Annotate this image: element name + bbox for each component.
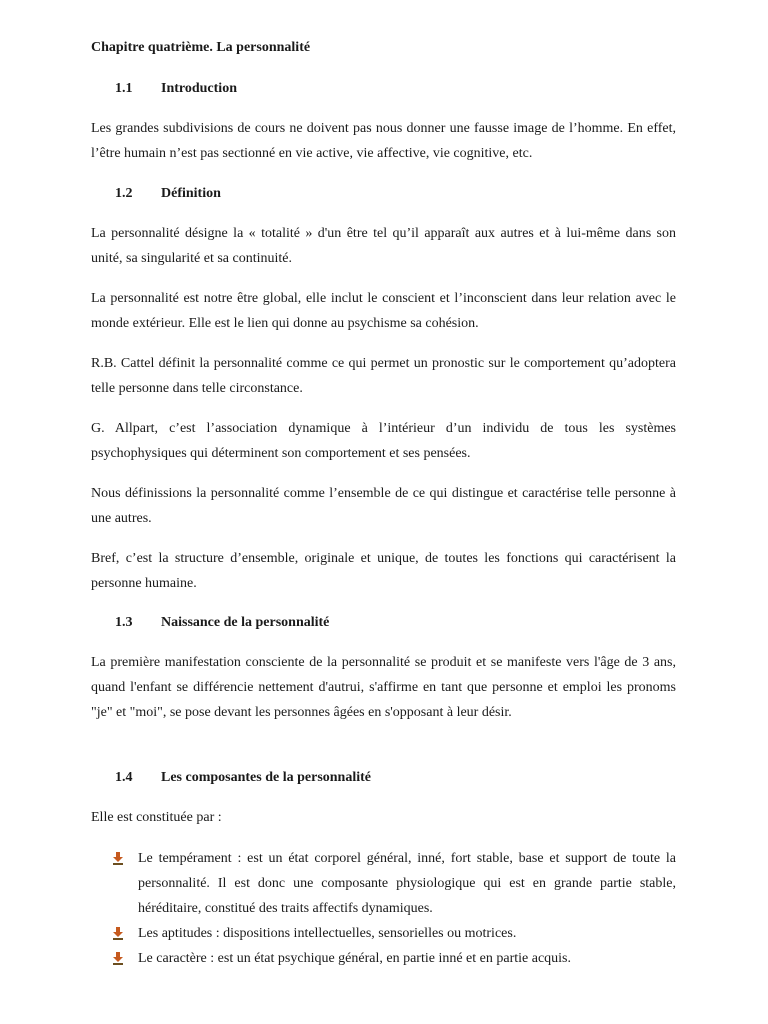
bullet-text: Les aptitudes : dispositions intellectuelles, sensorielles ou motrices. — [138, 926, 517, 941]
arrow-down-bullet-icon — [112, 952, 124, 965]
paragraph: La première manifestation consciente de la personnalité se produit et se manifeste vers l'âge de 3 ans, quand l'enfant se différencie nettement d'autrui, s'affirme en tant que personne et emploi les pronoms "je" et "moi", se pose devant les personnes âgées en s'opposant à leur désir. — [91, 655, 676, 720]
list-item — [91, 846, 676, 921]
section-title: Définition — [161, 186, 221, 201]
section-number: 1.1 — [115, 81, 133, 96]
section-number: 1.3 — [115, 615, 133, 630]
section-heading-composantes — [91, 770, 371, 786]
chapter-title: Chapitre quatrième. La personnalité — [91, 40, 311, 55]
paragraph: La personnalité désigne la « totalité » d'un être tel qu’il apparaît aux autres et à lui-même dans son unité, sa singularité et sa continuité. — [91, 226, 676, 266]
arrow-down-bullet-icon — [112, 927, 124, 940]
section-title: Les composantes de la personnalité — [161, 770, 371, 785]
section-title: Introduction — [161, 81, 237, 96]
paragraph: La personnalité est notre être global, elle inclut le conscient et l’inconscient dans leur relation avec le monde extérieur. Elle est le lien qui donne au psychisme sa cohésion. — [91, 291, 676, 331]
section-number: 1.4 — [115, 770, 133, 785]
section-heading-definition — [91, 186, 221, 202]
paragraph: Elle est constituée par : — [91, 810, 222, 825]
paragraph: Nous définissions la personnalité comme l’ensemble de ce qui distingue et caractérise telle personne à une autres. — [91, 486, 676, 526]
bullet-text: Le caractère : est un état psychique général, en partie inné et en partie acquis. — [138, 951, 572, 966]
list-item — [91, 946, 676, 971]
section-heading-introduction — [91, 81, 237, 97]
paragraph: Les grandes subdivisions de cours ne doivent pas nous donner une fausse image de l’homme. En effet, l’être humain n’est pas sectionné en vie active, vie affective, vie cognitive, etc. — [91, 121, 676, 161]
bullet-list — [91, 846, 676, 971]
paragraph: G. Allpart, c’est l’association dynamique à l’intérieur d’un individu de tous les systèmes psychophysiques qui déterminent son comportement et ses pensées. — [91, 421, 676, 461]
list-item — [91, 921, 676, 946]
section-title: Naissance de la personnalité — [161, 615, 330, 630]
arrow-down-bullet-icon — [112, 852, 124, 865]
paragraph: R.B. Cattel définit la personnalité comme ce qui permet un pronostic sur le comportement qu’adoptera telle personne dans telle circonstance. — [91, 356, 676, 396]
paragraph: Bref, c’est la structure d’ensemble, originale et unique, de toutes les fonctions qui caractérisent la personne humaine. — [91, 551, 676, 591]
bullet-text: Le tempérament : est un état corporel général, inné, fort stable, base et support de toute la personnalité. Il est donc une composante physiologique qui est en grande partie stable, héréditaire, constitué des traits affectifs dynamiques. — [138, 851, 676, 916]
section-heading-naissance — [91, 615, 329, 631]
section-number: 1.2 — [115, 186, 133, 201]
